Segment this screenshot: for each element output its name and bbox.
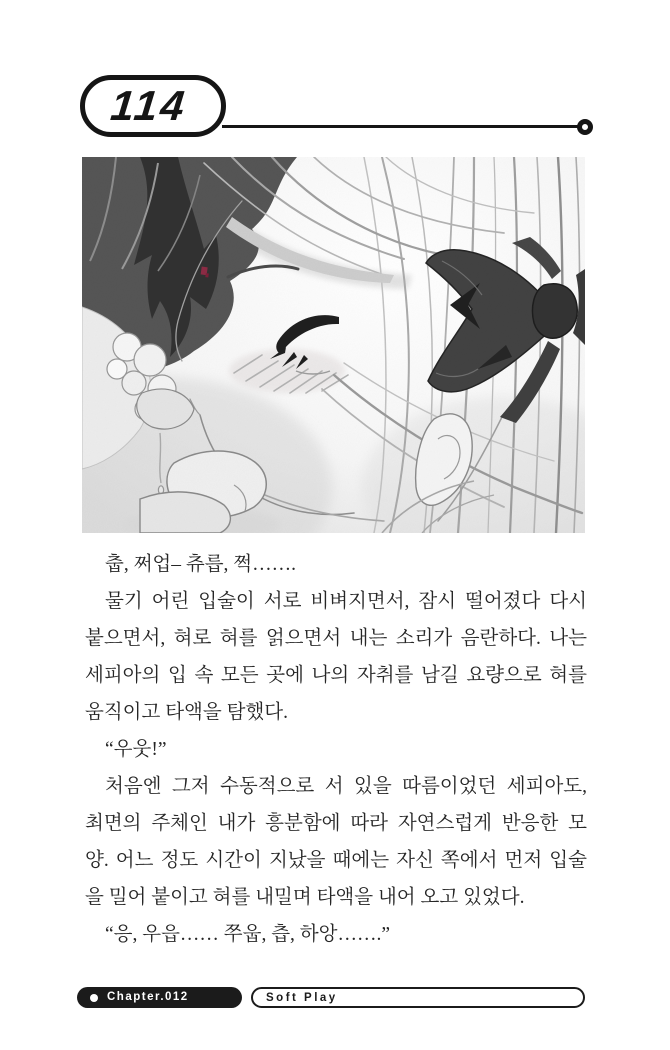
text-line: 양. 어느 정도 시간이 지났을 때에는 자신 쪽에서 먼저 입술 [85,850,587,871]
text-line: “응, 우읍…… 쭈웁, 츱, 하앙…….” [105,924,391,945]
illustration-svg [82,157,585,533]
text-line: 춥, 쩌업– 츄릅, 쩍……. [105,554,297,575]
page-number-pill [80,75,226,137]
text-line: 물기 어린 입술이 서로 비벼지면서, 잠시 떨어졌다 다시 [105,591,587,612]
text-line: 을 밀어 붙이고 혀를 내밀며 타액을 내어 오고 있었다. [85,887,525,908]
chapter-pill [77,987,242,1008]
text-line: 움직이고 타액을 탐했다. [85,702,288,723]
page-number: 114 [108,82,190,129]
text-line: “우웃!” [105,739,167,760]
chapter-label: Chapter.012 [107,991,189,1003]
illustration [82,157,585,533]
chapter-bullet-icon [90,994,98,1002]
text-line: 최면의 주체인 내가 흥분함에 따라 자연스럽게 반응한 모 [85,813,587,834]
header-rule [222,125,578,128]
text-line: 처음엔 그저 수동적으로 서 있을 따름이었던 세피아도, [105,776,587,797]
text-line: 붙으면서, 혀로 혀를 얽으면서 내는 소리가 음란하다. 나는 [85,628,587,649]
paper-grain-overlay [82,157,585,533]
section-pill [251,987,585,1008]
header-rule-end-ring-icon [577,119,593,135]
text-line: 세피아의 입 속 모든 곳에 나의 자취를 남길 요량으로 혀를 [85,665,587,686]
body-text [85,546,587,953]
section-label: Soft Play [266,991,338,1004]
